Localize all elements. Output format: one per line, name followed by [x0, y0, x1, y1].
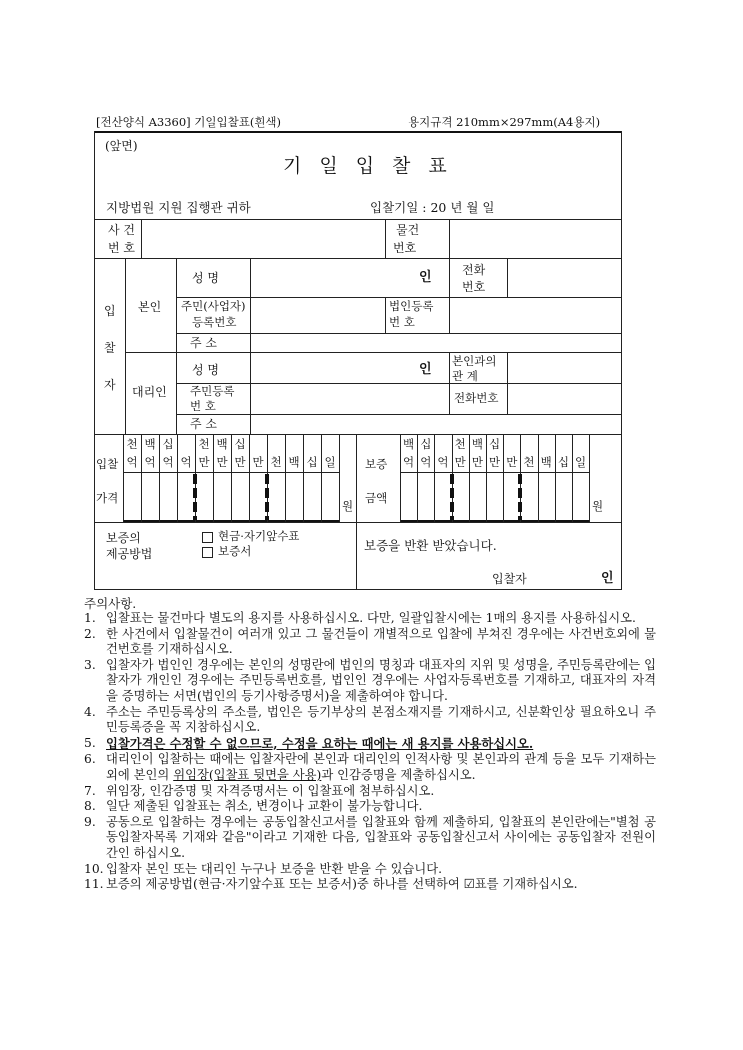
note-text: 위임장, 인감증명 및 자격증명서는 이 입찰표에 첨부하십시오. [106, 783, 435, 798]
deposit-amount-label-2: 금액 [365, 491, 388, 505]
digit-input-cell[interactable] [160, 473, 176, 519]
note-number: 11. [84, 877, 104, 892]
thousands-separator [193, 474, 197, 520]
note-item [84, 658, 656, 705]
note-text: 입찰자 본인 또는 대리인 누구나 보증을 반환 받을 수 있습니다. [106, 861, 443, 876]
cash-option-label: 현금·자기앞수표 [218, 529, 300, 543]
item-number-label-2: 번호 [393, 241, 417, 255]
relation-label-1: 본인과의 [452, 354, 497, 368]
corp-number-label-2: 번 호 [389, 315, 415, 329]
digit-unit-label: 만 [454, 455, 466, 469]
case-number-field[interactable] [142, 220, 385, 257]
bid-price-label-2: 가격 [96, 491, 119, 505]
note-number: 4. [84, 704, 96, 719]
digit-input-cell[interactable] [487, 473, 502, 519]
digit-input-cell[interactable] [504, 473, 519, 519]
digit-input-cell[interactable] [232, 473, 248, 519]
bidder-signature-label: 입찰자 [492, 572, 527, 586]
digit-input-cell[interactable] [453, 473, 468, 519]
note-text: 일단 제출된 입찰표는 취소, 변경이나 교환이 불가능합니다. [106, 799, 423, 814]
form-id: [전산양식 A3360] 기일입찰표(흰색) [96, 115, 282, 129]
note-text: 보증의 제공방법(현금·자기앞수표 또는 보증서)중 하나를 선택하여 ☑표를 기재하십시오. [106, 877, 578, 892]
digit-unit-label: 십 [420, 437, 432, 451]
digit-unit-label: 억 [403, 455, 415, 469]
digit-unit-label: 만 [489, 455, 501, 469]
note-number: 5. [84, 735, 96, 750]
digit-unit-label: 억 [437, 455, 449, 469]
digit-unit-label: 백 [403, 437, 415, 451]
principal-seal-mark: 인 [419, 270, 432, 285]
note-number: 3. [84, 657, 96, 672]
note-item [84, 752, 656, 783]
bidder-label-2: 찰 [104, 341, 116, 355]
bond-option-label: 보증서 [218, 544, 252, 558]
deposit-returned-text: 보증을 반환 받았습니다. [364, 538, 497, 553]
digit-unit-label: 일 [575, 455, 587, 469]
agent-address-field[interactable] [251, 415, 620, 433]
agent-address-label: 주 소 [190, 417, 217, 431]
note-item [84, 815, 656, 862]
bid-price-label-1: 입찰 [96, 457, 119, 471]
paper-size: 용지규격 210mm×297mm(A4용지) [408, 115, 601, 129]
note-text: 공동으로 입찰하는 경우에는 공동입찰신고서를 입찰표와 함께 제출하되, 입찰표의 본인란에는"별첨 공동입찰자목록 기재와 같음"이라고 기재한 다음, 입찰표와 공동입찰신고서 사이에는 공동입찰자 전원이 간인 하십시오. [106, 814, 656, 860]
digit-input-cell[interactable] [142, 473, 158, 519]
bidder-label-1: 입 [104, 304, 116, 318]
thousands-separator [518, 474, 522, 520]
note-item [84, 705, 656, 736]
digit-unit-label: 만 [234, 455, 246, 469]
note-text: 한 사건에서 입찰물건이 여러개 있고 그 물건들이 개별적으로 입찰에 부쳐진 경우에는 사건번호외에 물건번호를 기재하십시오. [106, 626, 656, 657]
principal-name-field[interactable] [251, 259, 445, 295]
digit-input-cell[interactable] [196, 473, 212, 519]
note-number: 8. [84, 799, 96, 814]
principal-phone-field[interactable] [508, 259, 620, 296]
digit-unit-label: 십 [557, 455, 569, 469]
digit-unit-label: 천 [126, 437, 138, 451]
agent-name-label: 성 명 [192, 363, 219, 377]
digit-input-cell[interactable] [124, 473, 140, 519]
note-number: 2. [84, 626, 96, 641]
principal-address-label: 주 소 [190, 336, 217, 350]
agent-label: 대리인 [132, 385, 167, 399]
bond-option-checkbox[interactable] [202, 547, 213, 558]
note-item [84, 736, 656, 753]
digit-unit-label: 백 [288, 455, 300, 469]
digit-input-cell[interactable] [539, 473, 554, 519]
digit-input-cell[interactable] [556, 473, 571, 519]
digit-unit-label: 억 [126, 455, 138, 469]
notes-heading: 주의사항. [84, 596, 137, 611]
agent-rrn-label-2: 번 호 [190, 399, 216, 413]
agent-seal-mark: 인 [419, 362, 432, 377]
digit-unit-label: 일 [324, 455, 336, 469]
note-item [84, 862, 656, 878]
relation-label-2: 관 계 [452, 369, 478, 383]
grid-end-divider [589, 434, 590, 522]
note-text: 주소는 주민등록상의 주소를, 법인은 등기부상의 본점소재지를 기재하시고, 신분확인상 필요하오니 주민등록증을 꼭 지참하십시오. [106, 704, 656, 735]
note-text: 입찰가격은 수정할 수 없으므로, 수정을 요하는 때에는 새 용지를 사용하십시오. [106, 735, 534, 751]
agent-name-field[interactable] [251, 353, 445, 382]
item-number-field[interactable] [450, 220, 620, 257]
digit-unit-label: 억 [144, 455, 156, 469]
digit-unit-label: 천 [523, 455, 535, 469]
digit-unit-label: 만 [252, 455, 264, 469]
bid-price-won: 원 [342, 499, 354, 513]
deposit-method-label-1: 보증의 [106, 531, 141, 545]
principal-phone-label-2: 번호 [462, 280, 486, 294]
note-text: 과 인감증명을 제출하십시오. [321, 767, 476, 782]
cash-option-checkbox[interactable] [202, 532, 213, 543]
digit-unit-label: 만 [471, 455, 483, 469]
grid-end-divider [339, 434, 340, 522]
digit-input-cell[interactable] [268, 473, 284, 519]
digit-unit-label: 억 [180, 455, 192, 469]
relation-field[interactable] [508, 353, 620, 382]
digit-input-cell[interactable] [521, 473, 536, 519]
digit-input-cell[interactable] [214, 473, 230, 519]
deposit-method-label-2: 제공방법 [106, 547, 153, 561]
corp-number-label-1: 법인등록 [389, 299, 434, 313]
digit-input-cell[interactable] [435, 473, 450, 519]
principal-name-label: 성 명 [192, 271, 219, 285]
bid-date: 입찰기일 : 20 년 월 일 [370, 200, 495, 215]
note-item [84, 799, 656, 815]
agent-rrn-label-1: 주민등록 [190, 384, 235, 398]
note-item [84, 877, 656, 893]
note-number: 6. [84, 752, 96, 767]
digit-unit-label: 십 [306, 455, 318, 469]
principal-rrn-field[interactable] [251, 298, 385, 332]
item-number-label-1: 물건 [396, 223, 420, 237]
digit-unit-label: 억 [420, 455, 432, 469]
note-number: 7. [84, 783, 96, 798]
note-item [84, 784, 656, 800]
digit-unit-label: 만 [198, 455, 210, 469]
note-text: 대리인이 입찰하는 때에는 입찰자란에 본인과 대리인의 인적사항 및 본인과의 관계 등을 모두 기재하는 외에 본인의 [106, 752, 656, 782]
digit-unit-label: 백 [540, 455, 552, 469]
digit-unit-label: 십 [162, 437, 174, 451]
notes-list [84, 611, 656, 893]
digit-input-cell[interactable] [178, 473, 194, 519]
digit-unit-label: 천 [454, 437, 466, 451]
digit-input-cell[interactable] [401, 473, 416, 519]
deposit-amount-label-1: 보증 [365, 457, 388, 471]
note-item [84, 611, 656, 627]
front-label: (앞면) [105, 139, 138, 153]
digit-unit-label: 만 [216, 455, 228, 469]
deposit-amount-won: 원 [592, 499, 604, 513]
bidder-signature-seal: 인 [601, 571, 614, 586]
agent-phone-label: 전화번호 [454, 391, 499, 405]
digit-input-cell[interactable] [470, 473, 485, 519]
thousands-separator [450, 474, 454, 520]
thousands-separator [265, 474, 269, 520]
digit-input-cell[interactable] [573, 473, 588, 519]
case-number-label-2: 번 호 [108, 241, 135, 255]
principal-phone-label-1: 전화 [462, 263, 486, 277]
form-title: 기일입찰표 [283, 155, 465, 177]
principal-rrn-label-1: 주민(사업자) [181, 299, 246, 313]
digit-unit-label: 십 [234, 437, 246, 451]
principal-rrn-label-2: 등록번호 [192, 315, 237, 329]
digit-unit-label: 십 [489, 437, 501, 451]
note-number: 10. [84, 861, 104, 876]
note-item [84, 627, 656, 658]
digit-input-cell[interactable] [418, 473, 433, 519]
agent-phone-field[interactable] [508, 384, 620, 413]
principal-label: 본인 [138, 300, 162, 314]
addressee: 지방법원 지원 집행관 귀하 [106, 200, 251, 215]
digit-unit-label: 억 [162, 455, 174, 469]
digit-input-cell[interactable] [322, 473, 338, 519]
digit-input-cell[interactable] [304, 473, 320, 519]
digit-input-cell[interactable] [250, 473, 266, 519]
digit-input-cell[interactable] [286, 473, 302, 519]
case-number-label-1: 사 건 [108, 223, 135, 237]
digit-unit-label: 천 [198, 437, 210, 451]
note-text: 입찰표는 물건마다 별도의 용지를 사용하십시오. 다만, 일괄입찰시에는 1매의 용지를 사용하십시오. [106, 611, 636, 625]
bidder-label-3: 자 [104, 378, 116, 392]
note-number: 9. [84, 814, 96, 829]
principal-address-field[interactable] [251, 334, 620, 351]
digit-unit-label: 만 [506, 455, 518, 469]
digit-unit-label: 백 [471, 437, 483, 451]
note-text-underlined: 위임장(입찰표 뒷면을 사용) [173, 767, 322, 782]
note-number: 1. [84, 611, 96, 625]
digit-unit-label: 백 [144, 437, 156, 451]
corp-number-field[interactable] [450, 298, 620, 332]
note-text: 입찰자가 법인인 경우에는 본인의 성명란에 법인의 명칭과 대표자의 지위 및 성명을, 주민등록란에는 입찰자가 개인인 경우에는 주민등록번호를, 법인인 경우에는 사업자등록번호를 기재하고, 대표자의 자격을 증명하는 서면(법인의 등기사항증명서)을 제출하여야 합니다. [106, 657, 656, 703]
digit-unit-label: 백 [216, 437, 228, 451]
agent-rrn-field[interactable] [251, 384, 448, 413]
digit-unit-label: 천 [270, 455, 282, 469]
